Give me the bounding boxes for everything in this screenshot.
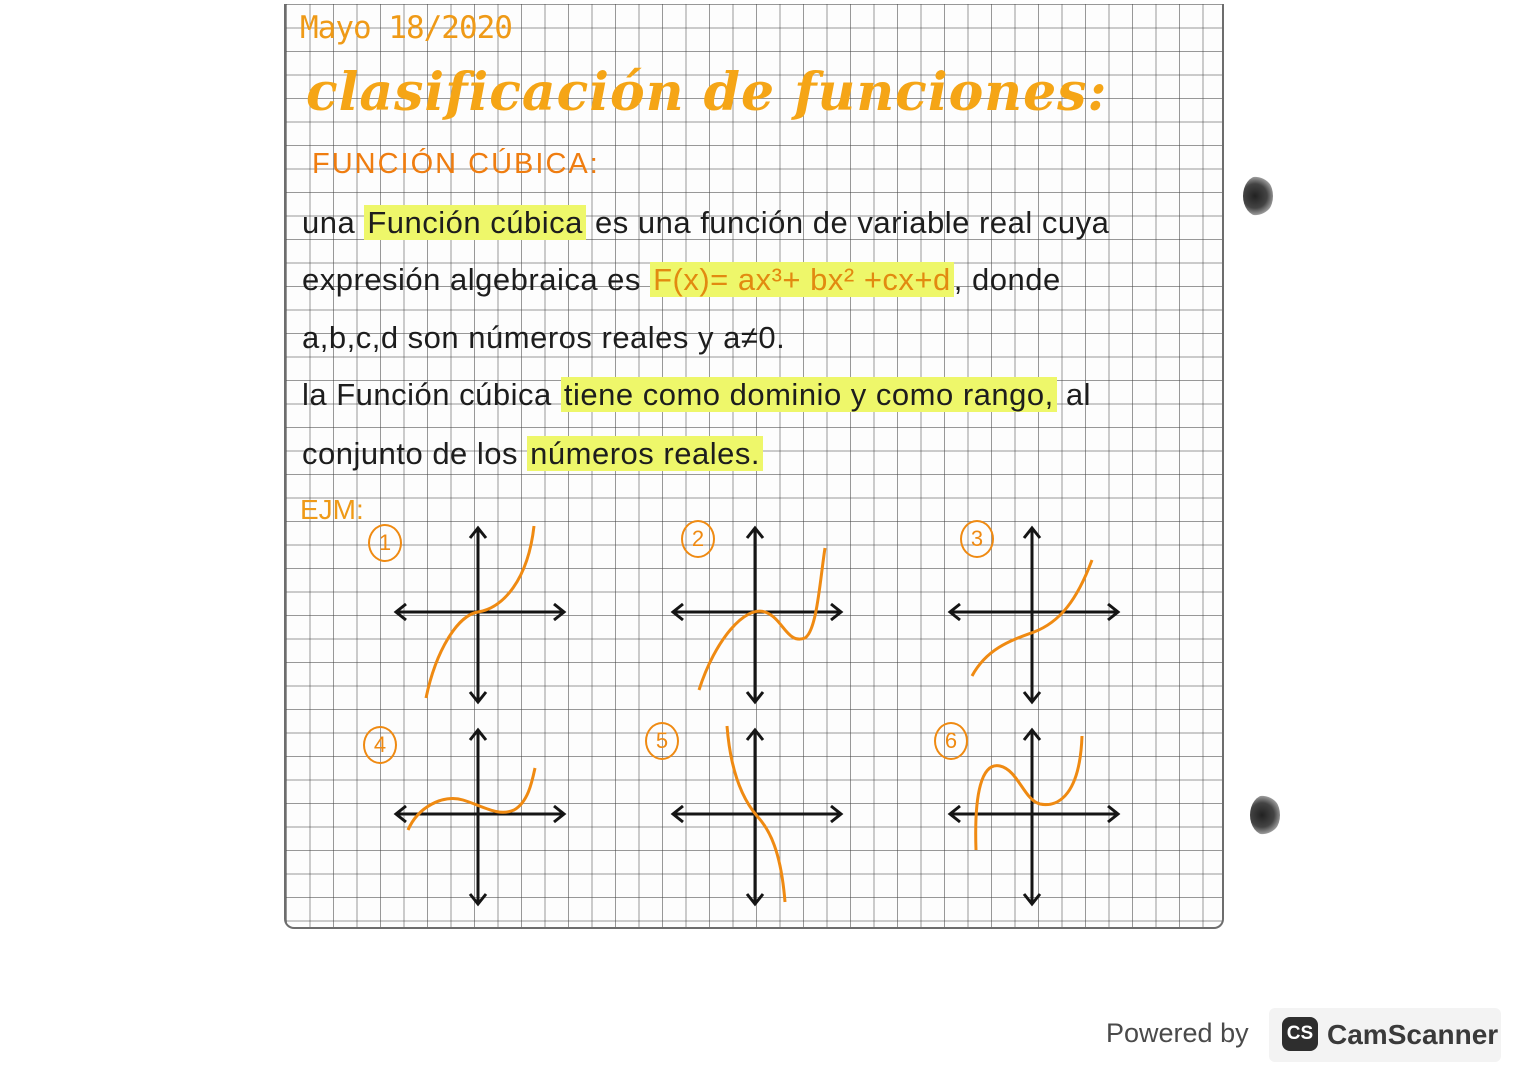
binder-hole-top (1243, 176, 1273, 216)
note-date: Mayo 18/2020 (300, 10, 512, 46)
example-number-5: 5 (645, 722, 679, 760)
cubic-graph-6 (942, 722, 1127, 912)
example-number-2: 2 (681, 520, 715, 558)
highlighted-phrase: tiene como dominio y como rango, (561, 377, 1057, 412)
axes (396, 528, 564, 702)
powered-by-text: Powered by (1106, 1018, 1249, 1048)
text-segment: la Función cúbica (302, 377, 552, 412)
paragraph-line-4 (302, 377, 1091, 413)
cubic-graph-3 (942, 520, 1127, 710)
example-number-1: 1 (368, 524, 402, 562)
text-segment: a,b,c,d son números reales y a≠0. (302, 320, 786, 355)
camscanner-brand: CamScanner (1327, 1019, 1499, 1050)
examples-label: EJM: (300, 494, 364, 525)
paragraph-line-2 (302, 262, 1061, 298)
cubic-curve (976, 736, 1082, 850)
example-number-6: 6 (934, 722, 968, 760)
axes (950, 528, 1118, 702)
highlighted-formula: F(x)= ax³+ bx² +cx+d (650, 262, 954, 297)
highlighted-term: Función cúbica (364, 205, 586, 240)
paragraph-line-5 (302, 436, 763, 472)
text-segment: expresión algebraica es (302, 262, 641, 297)
cubic-graph-1 (388, 520, 573, 710)
camscanner-logo-icon: CS (1282, 1017, 1318, 1051)
cubic-curve (699, 548, 825, 690)
text-segment: conjunto de los (302, 436, 519, 471)
example-number-3: 3 (960, 520, 994, 558)
cubic-graph-4 (388, 722, 573, 912)
section-subtitle: FUNCIÓN CÚBICA: (312, 148, 600, 180)
cubic-curve (408, 768, 535, 830)
text-segment: al (1065, 377, 1091, 412)
text-segment: una (302, 205, 356, 240)
text-segment: es una función de variable real cuya (595, 205, 1110, 240)
paragraph-line-1 (302, 205, 1109, 241)
cubic-graph-5 (665, 722, 850, 912)
highlighted-phrase: números reales. (527, 436, 763, 471)
example-number-4: 4 (363, 726, 397, 764)
binder-hole-bottom (1250, 795, 1280, 835)
cubic-graph-2 (665, 520, 850, 710)
paragraph-line-3 (302, 320, 785, 356)
note-title: clasificación de funciones: (306, 62, 1108, 123)
axes (396, 730, 564, 904)
text-segment: , donde (953, 262, 1061, 297)
